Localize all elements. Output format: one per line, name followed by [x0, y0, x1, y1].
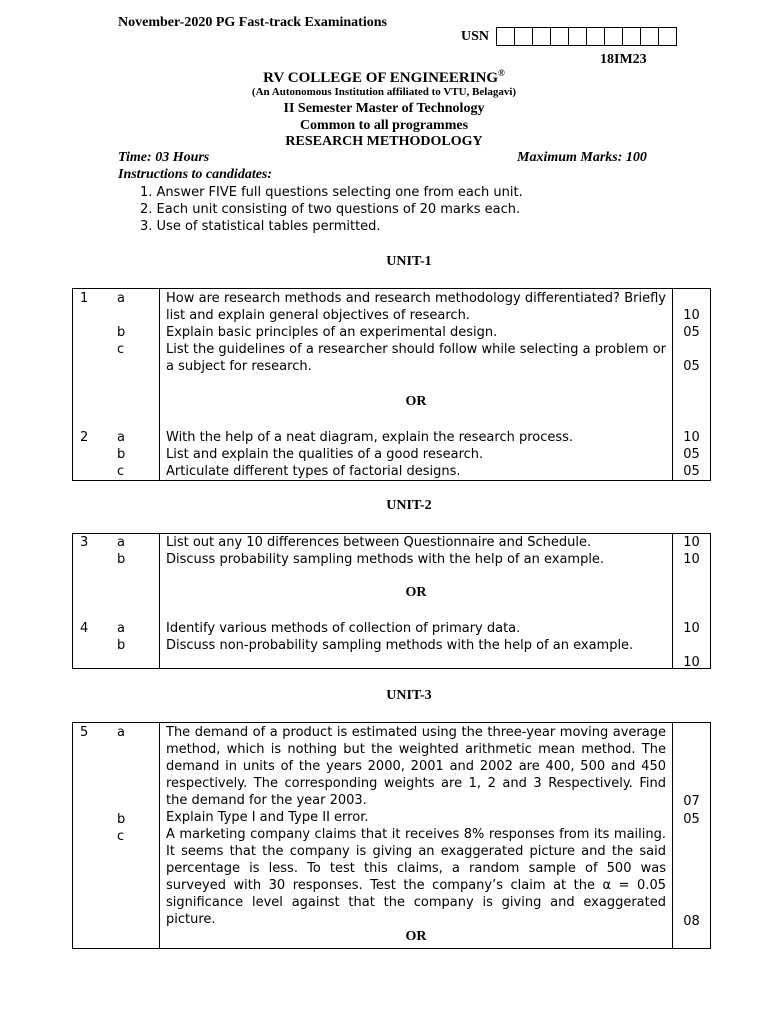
- time-allowed: Time: 03 Hours: [118, 150, 210, 165]
- question-number: 2: [80, 430, 89, 445]
- question-text: With the help of a neat diagram, explain the research process.: [166, 430, 574, 445]
- semester: II Semester Master of Technology: [283, 101, 485, 116]
- marks: 05: [683, 812, 700, 827]
- part-label: a: [117, 621, 125, 636]
- programmes: Common to all programmes: [299, 118, 469, 133]
- unit-3-table: [72, 722, 711, 949]
- marks: 05: [683, 325, 700, 340]
- marks: 10: [683, 308, 700, 323]
- marks: 08: [683, 914, 700, 929]
- unit-3-heading: UNIT-3: [386, 688, 432, 703]
- question-text: Identify various methods of collection of primary data.: [166, 621, 521, 636]
- max-marks: Maximum Marks: 100: [517, 150, 647, 165]
- part-label: b: [117, 638, 126, 653]
- part-label: a: [117, 535, 125, 550]
- part-label: b: [117, 552, 126, 567]
- part-label: b: [117, 447, 126, 462]
- part-label: a: [117, 291, 125, 306]
- or-separator: OR: [405, 394, 427, 409]
- part-label: a: [117, 725, 125, 740]
- question-number: 3: [80, 535, 89, 550]
- question-number: 1: [80, 291, 89, 306]
- question-text: List the guidelines of a researcher should follow while selecting a problem or a subject for research.: [166, 342, 666, 374]
- question-text: The demand of a product is estimated using the three-year moving average method, which is nothing but the weighted arithmetic mean method. The demand in units of the years 2000, 2001 and 2002 are 400, 500 and 450 respectively. The corresponding weights are 1, 2 and 3 Respectively. Find the demand for the year 2003.: [166, 725, 666, 808]
- unit-1-heading: UNIT-1: [386, 254, 432, 269]
- affiliation: (An Autonomous Institution affiliated to VTU, Belagavi): [251, 86, 517, 98]
- instructions-list: [140, 184, 523, 235]
- part-label: c: [117, 342, 125, 357]
- marks: 10: [683, 552, 700, 567]
- part-label: b: [117, 325, 126, 340]
- question-text: A marketing company claims that it receives 8% responses from its mailing. It seems that the company is giving an exaggerated picture and the said percentage is less. To test this claims, a random sample of 500 was surveyed with 30 responses. Test the company’s claim at the α = 0.05 significance level against that the company is giving and exaggerated picture.: [166, 827, 666, 927]
- unit-2-table: [72, 533, 711, 669]
- question-text: Discuss probability sampling methods with the help of an example.: [166, 552, 605, 567]
- marks: 07: [683, 794, 700, 809]
- part-label: b: [117, 812, 126, 827]
- question-text: List out any 10 differences between Questionnaire and Schedule.: [166, 535, 592, 550]
- question-text: Discuss non-probability sampling methods with the help of an example.: [166, 638, 634, 653]
- marks: 10: [683, 430, 700, 445]
- subject-code: 18IM23: [600, 52, 647, 67]
- question-text: Articulate different types of factorial designs.: [166, 464, 461, 479]
- unit-2-heading: UNIT-2: [386, 498, 432, 513]
- unit-1-table: [72, 288, 711, 481]
- usn-label: USN: [461, 29, 490, 44]
- part-label: c: [117, 829, 125, 844]
- question-text: Explain basic principles of an experimental design.: [166, 325, 498, 340]
- or-separator: OR: [405, 929, 427, 944]
- marks: 10: [683, 621, 700, 636]
- instruction-item: 2. Each unit consisting of two questions of 20 marks each.: [140, 202, 521, 217]
- usn-boxes[interactable]: [496, 27, 677, 46]
- question-number: 5: [80, 725, 89, 740]
- question-number: 4: [80, 621, 89, 636]
- marks: 10: [683, 655, 700, 670]
- or-separator: OR: [405, 585, 427, 600]
- marks: 05: [683, 359, 700, 374]
- instruction-item: 1. Answer FIVE full questions selecting one from each unit.: [140, 185, 523, 200]
- exam-title: November-2020 PG Fast-track Examinations: [118, 15, 387, 30]
- instructions-title: Instructions to candidates:: [118, 167, 273, 182]
- part-label: c: [117, 464, 125, 479]
- question-text: How are research methods and research methodology differentiated? Briefly list and explain general objectives of research.: [166, 291, 666, 323]
- part-label: a: [117, 430, 125, 445]
- instruction-item: 3. Use of statistical tables permitted.: [140, 219, 381, 234]
- question-text: Explain Type I and Type II error.: [166, 810, 369, 825]
- college-name: RV COLLEGE OF ENGINEERING®: [263, 68, 505, 86]
- marks: 10: [683, 535, 700, 550]
- question-text: List and explain the qualities of a good research.: [166, 447, 484, 462]
- subject-name: RESEARCH METHODOLOGY: [285, 134, 483, 149]
- marks: 05: [683, 464, 700, 479]
- marks: 05: [683, 447, 700, 462]
